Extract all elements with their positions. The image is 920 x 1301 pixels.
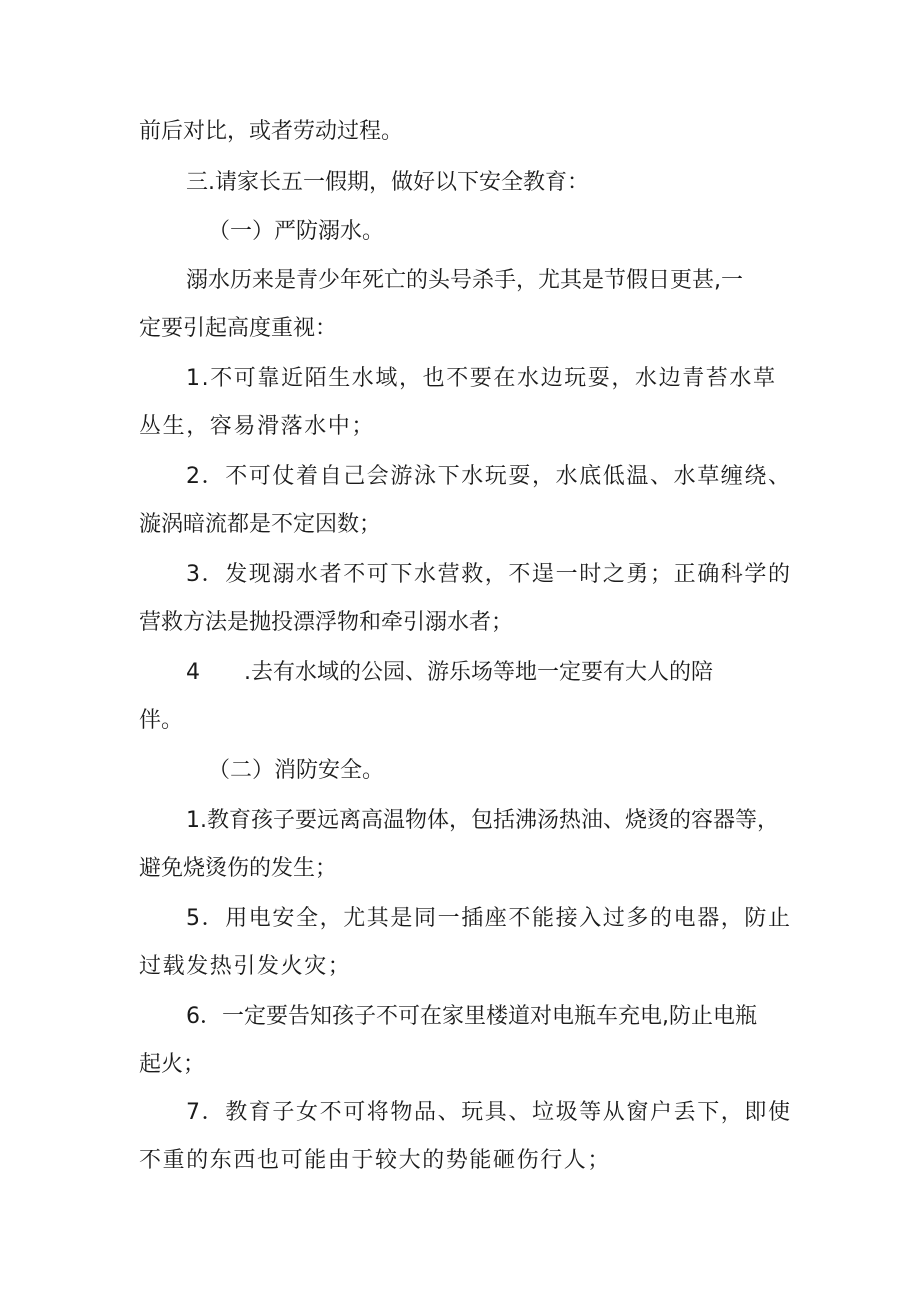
drowning-item-4-line-1 (186, 658, 713, 688)
drowning-item-4-text: .去有水域的公园、游乐场等地一定要有大人的陪 (244, 660, 713, 685)
drowning-item-2-line-1: 2．不可仗着自己会游泳下水玩耍，水底低温、水草缠绕、 (186, 464, 792, 489)
fire-item-6-line-1: 6．一定要告知孩子不可在家里楼道对电瓶车充电,防止电瓶 (186, 1004, 757, 1029)
paragraph-intro-tail: 前后对比，或者劳动过程。 (139, 119, 404, 144)
fire-item-1-line-1: 1.教育孩子要远离高温物体，包括沸汤热油、烧烫的容器等， (186, 808, 779, 833)
fire-item-6-line-2: 起火； (139, 1052, 206, 1077)
drowning-item-3-line-2: 营救方法是抛投漂浮物和牵引溺水者； (139, 610, 514, 635)
drowning-item-3-line-1: 3．发现溺水者不可下水营救，不逞一时之勇；正确科学的 (186, 562, 792, 587)
drowning-item-2-line-2: 漩涡暗流都是不定因数； (139, 512, 382, 537)
drowning-item-1-line-1: 1.不可靠近陌生水域，也不要在水边玩耍，水边青苔水草 (186, 366, 777, 391)
fire-item-1-line-2: 避免烧烫伤的发生； (139, 856, 338, 881)
drowning-intro-line-1: 溺水历来是青少年死亡的头号杀手，尤其是节假日更甚,一 (186, 268, 743, 293)
fire-safety-heading: （二）消防安全。 (208, 758, 385, 783)
fire-item-5-line-1: 5．用电安全，尤其是同一插座不能接入过多的电器，防止 (186, 906, 792, 931)
fire-item-7-line-1: 7．教育子女不可将物品、玩具、垃圾等从窗户丢下，即使 (186, 1100, 792, 1125)
drowning-heading: （一）严防溺水。 (208, 219, 385, 244)
drowning-item-1-line-2: 丛生，容易滑落水中； (139, 414, 376, 439)
drowning-intro-line-2: 定要引起高度重视： (139, 316, 338, 341)
drowning-item-4-line-2: 伴。 (139, 708, 184, 733)
section-three-heading: 三.请家长五一假期，做好以下安全教育： (186, 170, 589, 195)
fire-item-7-line-2: 不重的东西也可能由于较大的势能砸伤行人； (139, 1148, 612, 1173)
drowning-item-4-number: 4 (186, 660, 200, 685)
fire-item-5-line-2: 过载发热引发火灾； (139, 954, 352, 979)
